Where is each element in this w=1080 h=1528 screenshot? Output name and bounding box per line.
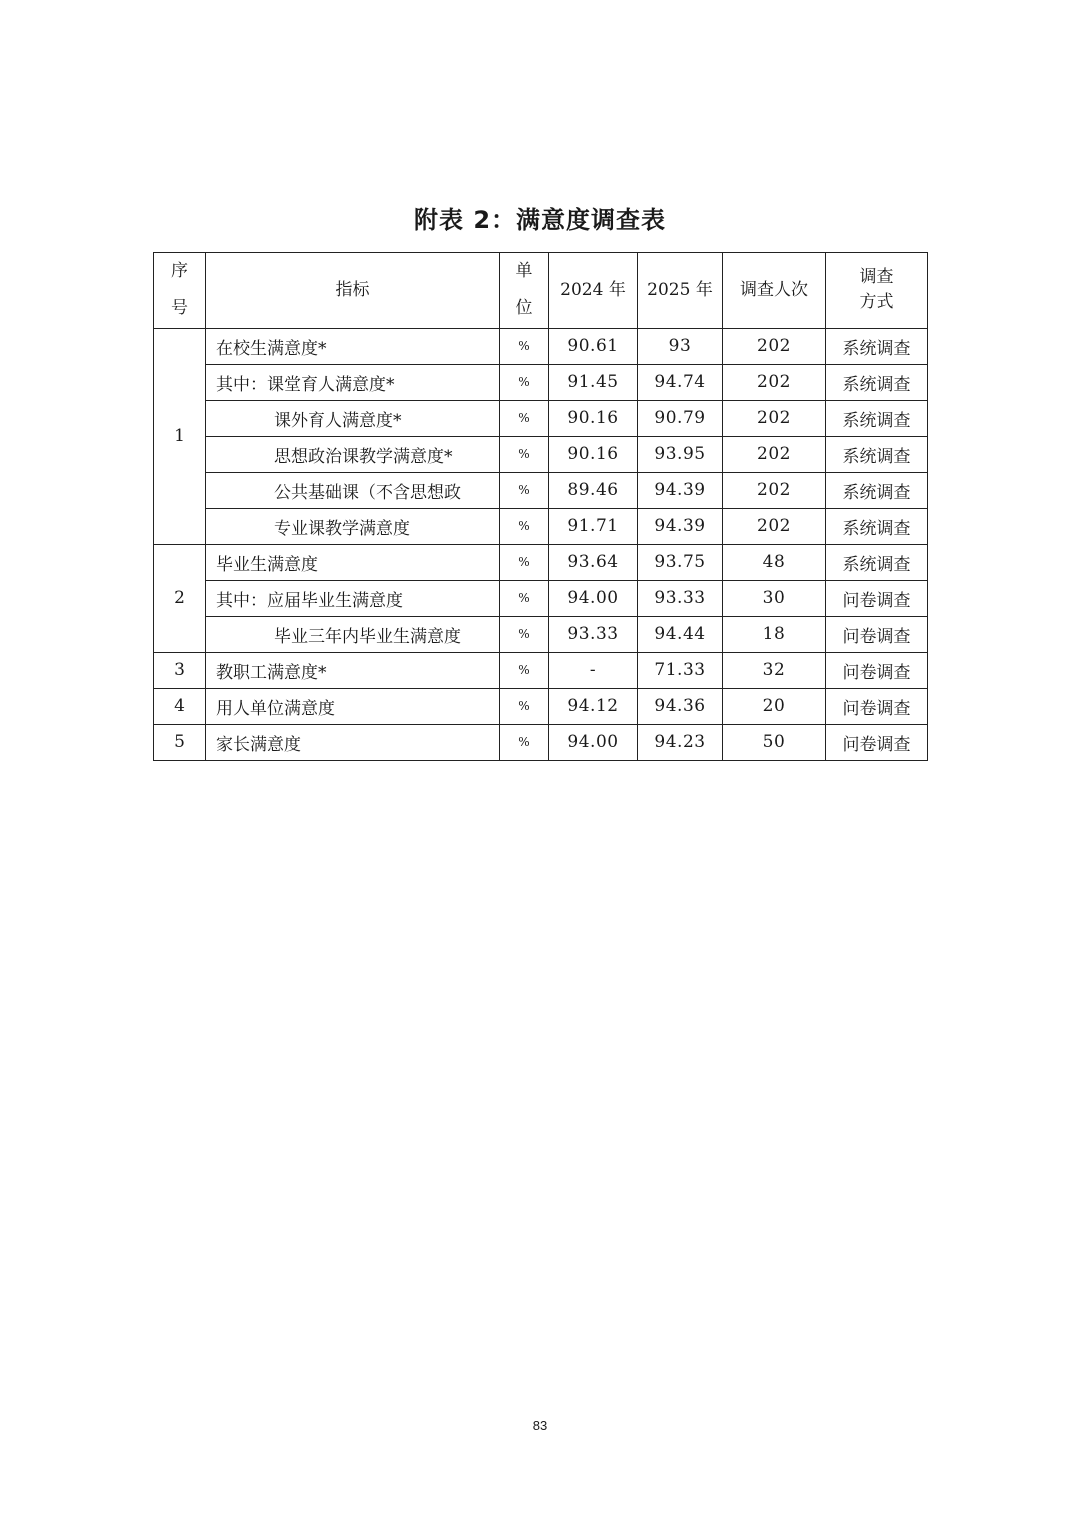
- value-2025-cell: 93.75: [638, 544, 723, 580]
- unit-cell: %: [500, 400, 549, 436]
- indicator-cell: 思想政治课教学满意度*: [206, 436, 500, 472]
- value-2025-cell: 71.33: [638, 652, 723, 688]
- value-2024-cell: 91.71: [549, 508, 638, 544]
- value-2024-cell: 90.16: [549, 436, 638, 472]
- indicator-cell: 其中：课堂育人满意度*: [206, 364, 500, 400]
- survey-count-cell: 30: [723, 580, 826, 616]
- indicator-cell: 其中：应届毕业生满意度: [206, 580, 500, 616]
- indicator-cell: 教职工满意度*: [206, 652, 500, 688]
- indicator-cell: 课外育人满意度*: [206, 400, 500, 436]
- header-seq: [154, 253, 206, 329]
- value-2025-cell: 94.39: [638, 472, 723, 508]
- table-row: [154, 688, 928, 724]
- value-2024-cell: 90.16: [549, 400, 638, 436]
- value-2025-cell: 94.36: [638, 688, 723, 724]
- survey-method-cell: 问卷调查: [826, 580, 928, 616]
- value-2025-cell: 94.44: [638, 616, 723, 652]
- table-row: [154, 472, 928, 508]
- survey-count-cell: 202: [723, 508, 826, 544]
- value-2024-cell: 89.46: [549, 472, 638, 508]
- unit-cell: %: [500, 616, 549, 652]
- table-header: [154, 253, 928, 329]
- table-row: [154, 580, 928, 616]
- value-2025-cell: 93: [638, 328, 723, 364]
- header-method-line2: 方式: [859, 292, 894, 313]
- survey-count-cell: 50: [723, 724, 826, 760]
- unit-cell: %: [500, 652, 549, 688]
- value-2024-cell: 91.45: [549, 364, 638, 400]
- value-2024-cell: -: [549, 652, 638, 688]
- table-row: [154, 328, 928, 364]
- header-2025: 2025 年: [638, 253, 723, 329]
- survey-method-cell: 问卷调查: [826, 616, 928, 652]
- table-row: [154, 436, 928, 472]
- header-method-line1: 调查: [859, 266, 894, 287]
- survey-method-cell: 系统调查: [826, 544, 928, 580]
- survey-method-cell: 问卷调查: [826, 724, 928, 760]
- seq-cell: 5: [154, 724, 206, 760]
- table-row: [154, 508, 928, 544]
- table-row: [154, 400, 928, 436]
- table-body: [154, 328, 928, 760]
- value-2025-cell: 93.33: [638, 580, 723, 616]
- page-title: 附表 2：满意度调查表: [413, 206, 667, 234]
- header-seq-line1: 序: [171, 261, 188, 281]
- unit-cell: %: [500, 724, 549, 760]
- seq-cell: 2: [154, 544, 206, 652]
- unit-cell: %: [500, 364, 549, 400]
- survey-count-cell: 202: [723, 400, 826, 436]
- survey-method-cell: 系统调查: [826, 472, 928, 508]
- survey-count-cell: 18: [723, 616, 826, 652]
- survey-method-cell: 系统调查: [826, 508, 928, 544]
- indicator-cell: 公共基础课（不含思想政: [206, 472, 500, 508]
- table-row: [154, 652, 928, 688]
- survey-method-cell: 问卷调查: [826, 688, 928, 724]
- seq-cell: 1: [154, 328, 206, 544]
- header-row: [154, 253, 928, 329]
- header-survey-count: 调查人次: [723, 253, 826, 329]
- value-2025-cell: 94.39: [638, 508, 723, 544]
- indicator-cell: 毕业生满意度: [206, 544, 500, 580]
- indicator-cell: 家长满意度: [206, 724, 500, 760]
- table-row: [154, 544, 928, 580]
- survey-count-cell: 32: [723, 652, 826, 688]
- survey-count-cell: 202: [723, 328, 826, 364]
- survey-count-cell: 48: [723, 544, 826, 580]
- value-2024-cell: 93.64: [549, 544, 638, 580]
- value-2025-cell: 94.74: [638, 364, 723, 400]
- value-2024-cell: 93.33: [549, 616, 638, 652]
- value-2025-cell: 90.79: [638, 400, 723, 436]
- value-2024-cell: 90.61: [549, 328, 638, 364]
- survey-count-cell: 20: [723, 688, 826, 724]
- table-row: [154, 616, 928, 652]
- survey-method-cell: 系统调查: [826, 400, 928, 436]
- indicator-cell: 专业课教学满意度: [206, 508, 500, 544]
- unit-cell: %: [500, 580, 549, 616]
- seq-cell: 4: [154, 688, 206, 724]
- header-survey-method: [826, 253, 928, 329]
- survey-method-cell: 系统调查: [826, 364, 928, 400]
- table-row: [154, 724, 928, 760]
- header-2024: 2024 年: [549, 253, 638, 329]
- survey-count-cell: 202: [723, 436, 826, 472]
- value-2024-cell: 94.00: [549, 724, 638, 760]
- value-2024-cell: 94.00: [549, 580, 638, 616]
- survey-count-cell: 202: [723, 472, 826, 508]
- table-row: [154, 364, 928, 400]
- unit-cell: %: [500, 544, 549, 580]
- survey-method-cell: 系统调查: [826, 436, 928, 472]
- value-2025-cell: 94.23: [638, 724, 723, 760]
- unit-cell: %: [500, 436, 549, 472]
- survey-count-cell: 202: [723, 364, 826, 400]
- survey-method-cell: 问卷调查: [826, 652, 928, 688]
- unit-cell: %: [500, 328, 549, 364]
- unit-cell: %: [500, 688, 549, 724]
- unit-cell: %: [500, 508, 549, 544]
- value-2024-cell: 94.12: [549, 688, 638, 724]
- indicator-cell: 在校生满意度*: [206, 328, 500, 364]
- header-indicator: 指标: [206, 253, 500, 329]
- survey-method-cell: 系统调查: [826, 328, 928, 364]
- satisfaction-survey-table: [153, 252, 928, 761]
- header-unit: [500, 253, 549, 329]
- page-number: 83: [532, 1418, 548, 1433]
- unit-cell: %: [500, 472, 549, 508]
- seq-cell: 3: [154, 652, 206, 688]
- indicator-cell: 用人单位满意度: [206, 688, 500, 724]
- value-2025-cell: 93.95: [638, 436, 723, 472]
- indicator-cell: 毕业三年内毕业生满意度: [206, 616, 500, 652]
- header-seq-line2: 号: [171, 298, 188, 319]
- header-unit-line2: 位: [515, 298, 533, 319]
- header-unit-line1: 单: [515, 261, 533, 281]
